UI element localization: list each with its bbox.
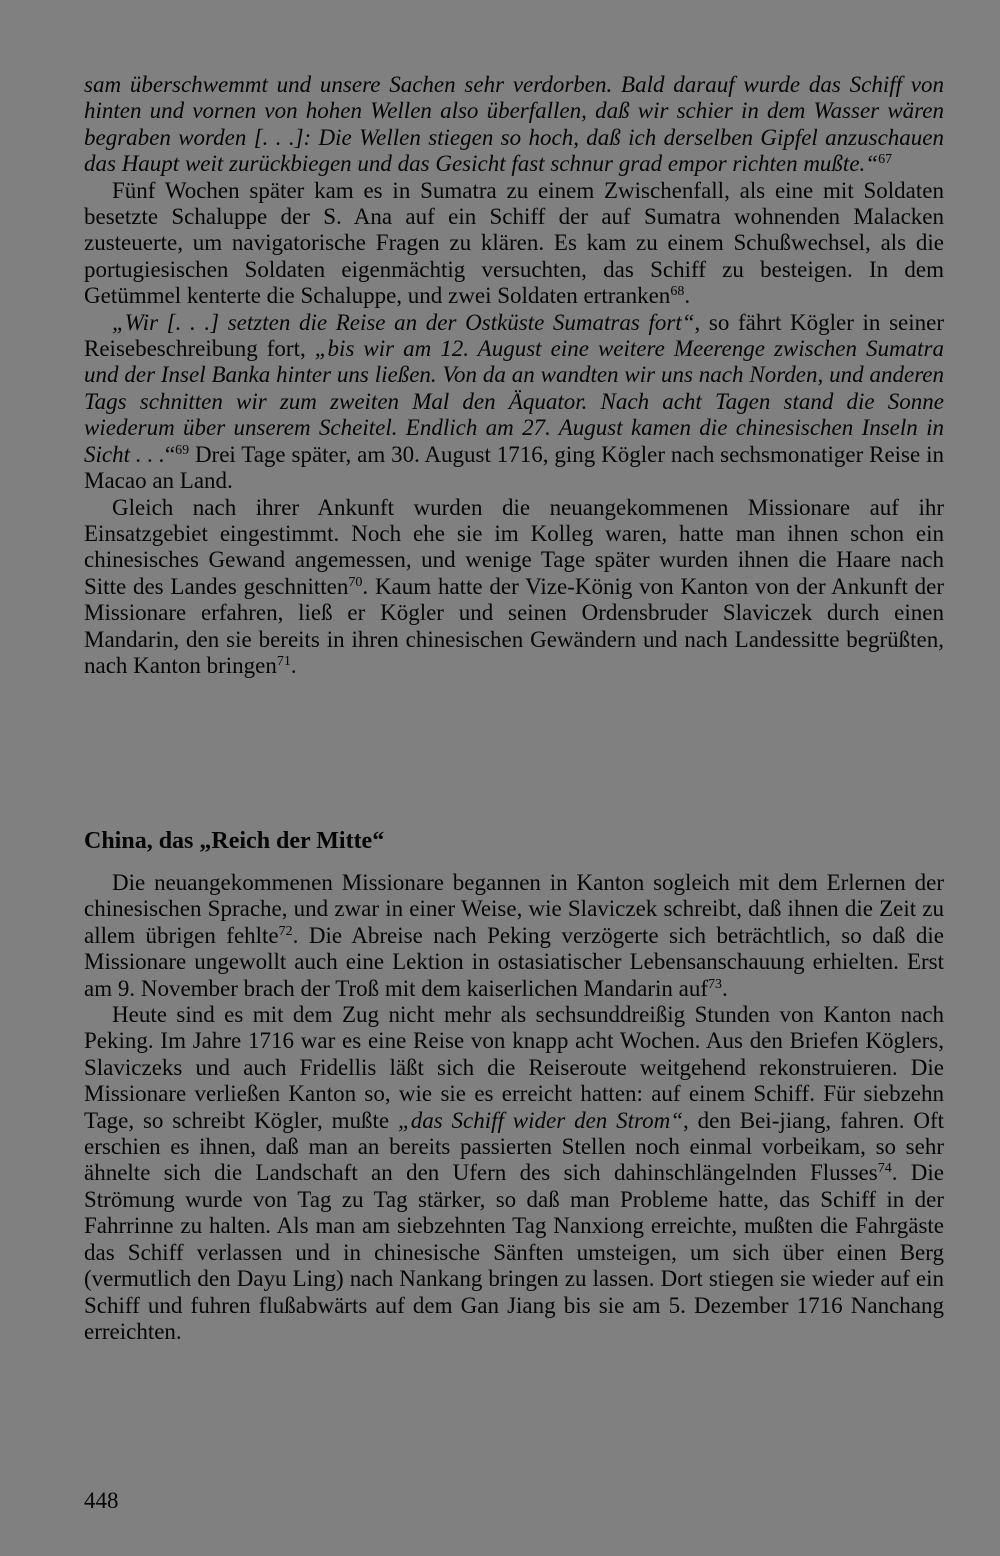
- footnote-ref-71[interactable]: 71: [276, 653, 291, 669]
- footnote-ref-73[interactable]: 73: [708, 976, 723, 992]
- paragraph: [84, 178, 944, 310]
- paragraph-end: .: [290, 652, 297, 678]
- paragraph-end: .: [684, 283, 691, 309]
- section-2: [84, 870, 944, 1345]
- quote-continuation: [84, 72, 944, 178]
- footnote-ref-74[interactable]: 74: [877, 1161, 892, 1177]
- paragraph-end: .: [722, 975, 728, 1001]
- footnote-ref-72[interactable]: 72: [278, 923, 293, 939]
- paragraph-text: , den Bei-jiang, fahren. Oft erschien es ihnen, daß man an bereits passierten Stellen noch einmal vorbeikam, so sehr ähnelte sich die Landschaft an den Ufern des sich dahinschlängelnden Flusses: [84, 1107, 944, 1186]
- paragraph-text: Gleich nach ihrer Ankunft wurden die neuangekommenen Missionare auf ihr Einsatzgebiet eingestimmt. Noch ehe sie im Kolleg waren, hatte man ihnen schon ein chinesisches Gewand angemessen, und wenige Tage später wurden ihnen die Haare nach Sitte des Landes geschnitten: [84, 494, 944, 599]
- quote-text: „das Schiff wider den Strom“: [397, 1107, 684, 1133]
- paragraph: [84, 870, 944, 1002]
- quote-text: „Wir [. . .] setzten die Reise an der Ostküste Sumatras fort“: [112, 309, 695, 335]
- footnote-ref-69[interactable]: 69: [175, 442, 190, 458]
- quote-text: sam überschwemmt und unsere Sachen sehr verdorben. Bald darauf wurde das Schiff von hinten und vornen von hohen Wellen also überfallen, daß wir schier in dem Wasser wären begraben worden [. . .]: Die Wellen stiegen so hoch, daß ich derselben Gipfel anzuschauen das Haupt weit zurückbiegen und das Gesicht fast schnur grad empor richten mußte.: [84, 72, 944, 177]
- paragraph: [84, 310, 944, 495]
- paragraph-text: Die neuangekommenen Missionare begannen in Kanton sogleich mit dem Erlernen der chinesischen Sprache, und zwar in einer Weise, wie Slaviczek schreibt, daß ihnen die Zeit zu allem übrigen fehlte: [84, 870, 944, 948]
- paragraph-text: . Kaum hatte der Vize-König von Kanton von der Ankunft der Missionare erfahren, ließ er Kögler und seinen Ordensbruder Slaviczek durch einen Mandarin, den sie bereits in ihren chinesischen Gewändern und nach Landessitte begrüßten, nach Kanton bringen: [84, 573, 944, 678]
- footnote-ref-68[interactable]: 68: [670, 284, 685, 300]
- footnote-ref-67[interactable]: 67: [878, 152, 893, 168]
- footnote-ref-70[interactable]: 70: [348, 574, 363, 590]
- paragraph-text: Heute sind es mit dem Zug nicht mehr als sechsunddreißig Stunden von Kanton nach Peking. Im Jahre 1716 war es eine Reise von knapp acht Wochen. Aus den Briefen Köglers, Slaviczeks und auch Fridellis läßt sich die Reiseroute weitgehend rekonstruieren. Die Missionare verließen Kanton so, wie sie es erreicht hatten: auf einem Schiff. Für siebzehn Tage, so schreibt Kögler, mußte: [84, 1002, 944, 1133]
- section-1: [84, 72, 944, 679]
- paragraph: [84, 1002, 944, 1345]
- paragraph-text: . Die Abreise nach Peking verzögerte sich beträchtlich, so daß die Missionare ungewollt auch eine Lektion in ostasiatischer Lebensanschauung erhielten. Erst am 9. November brach der Troß mit dem kaiserlichen Mandarin auf: [84, 922, 944, 1001]
- quote-close: “: [865, 151, 879, 177]
- section-heading: China, das „Reich der Mitte“: [84, 828, 385, 854]
- quote-text: „bis wir am 12. August eine weitere Meerenge zwischen Sumatra und der Insel Banka hinter uns ließen. Von da an wandten wir uns nach Norden, und anderen Tags schnitten wir zum zweiten Mal den Äquator. Nach acht Tagen stand die Sonne wiederum über unserem Scheitel. Endlich am 27. August kamen die chinesischen Inseln in Sicht . . .: [84, 336, 945, 467]
- paragraph-text: Fünf Wochen später kam es in Sumatra zu einem Zwischenfall, als eine mit Soldaten besetzte Schaluppe der S. Ana auf ein Schiff der auf Sumatra wohnenden Malacken zusteuerte, um navigatorische Fragen zu klären. Es kam zu einem Schußwechsel, als die portugiesischen Soldaten eigenmächtig versuchten, das Schiff zu besteigen. In dem Getümmel kenterte die Schaluppe, und zwei Soldaten ertranken: [84, 177, 944, 309]
- paragraph-text: . Die Strömung wurde von Tag zu Tag stärker, so daß man Probleme hatte, das Schiff in der Fahrrinne zu halten. Als man am siebzehnten Tag Nanxiong erreichte, mußten die Fahrgäste das Schiff verlassen und in chinesische Sänften umsteigen, um sich über einen Berg (vermutlich den Dayu Ling) nach Nankang bringen zu lassen. Dort stiegen sie wieder auf ein Schiff und fuhren flußabwärts auf dem Gan Jiang bis sie am 5. Dezember 1716 Nanchang erreichten.: [84, 1160, 944, 1344]
- paragraph: [84, 495, 944, 680]
- paragraph-text: , so fährt Kögler in seiner Reisebeschreibung fort,: [84, 309, 944, 362]
- quote-close: “: [164, 441, 176, 467]
- page-number: 448: [84, 1488, 119, 1513]
- paragraph-text: Drei Tage später, am 30. August 1716, ging Kögler nach sechsmonatiger Reise in Macao an Land.: [84, 441, 944, 494]
